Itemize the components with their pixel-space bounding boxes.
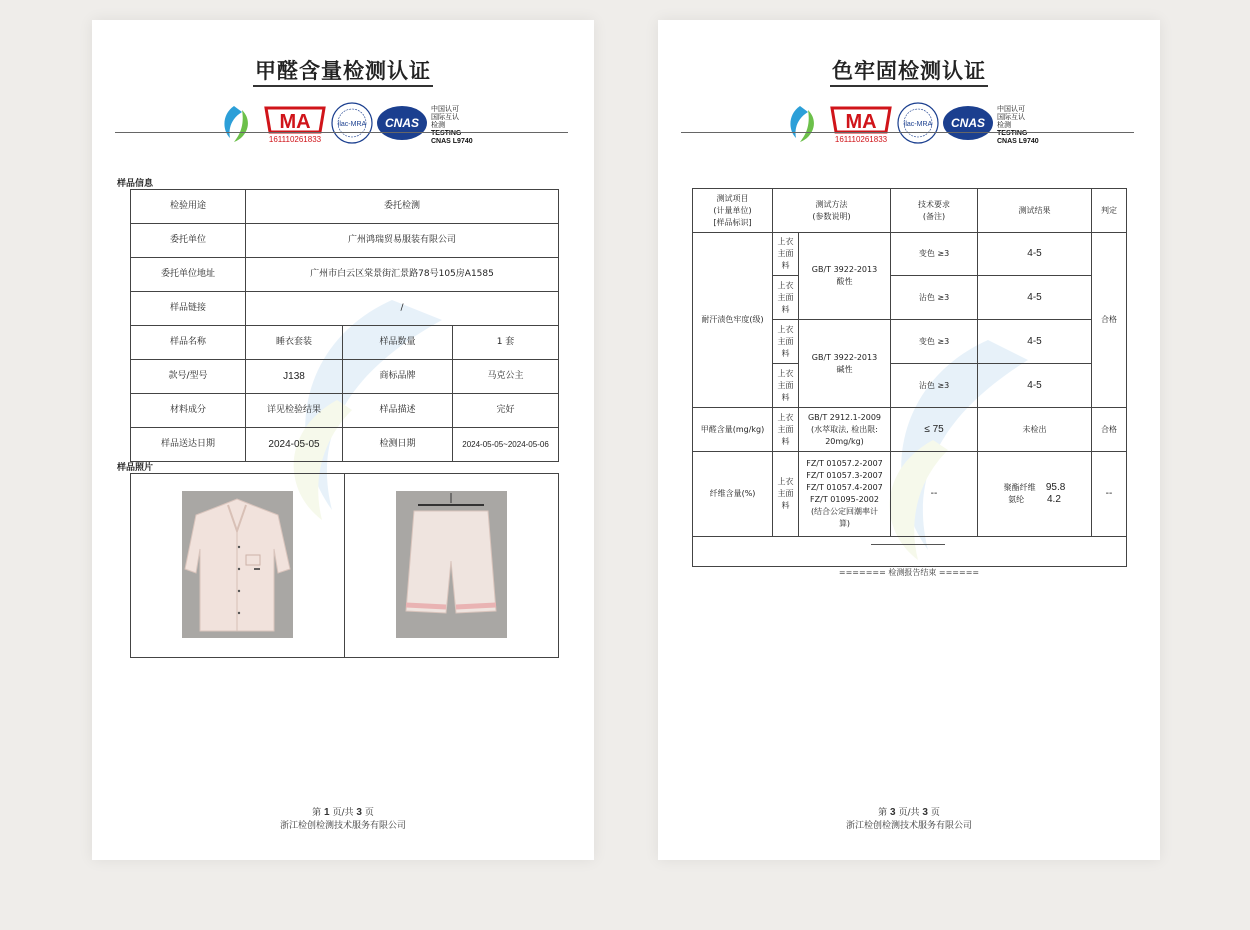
svg-text:检测: 检测 — [997, 121, 1011, 129]
certification-logos — [786, 100, 1046, 146]
cma-logo-icon — [832, 108, 890, 144]
certification-logos — [220, 100, 480, 146]
logo-strip — [220, 100, 480, 146]
section-sample-photos: 样品照片 — [117, 463, 154, 473]
cma-logo-icon — [266, 108, 324, 144]
report-page-1 — [92, 20, 594, 860]
table-row: 上衣 主面 料 GB/T 3922-2013 碱性 变色 ≥3 4-5 — [693, 320, 1127, 364]
sample-info-table — [130, 189, 559, 462]
section-sample-info: 样品信息 — [117, 179, 154, 189]
table-row: 样品送达日期 2024-05-05 检测日期 2024-05-05~2024-05-06 — [131, 428, 559, 462]
svg-text:CNAS L9740: CNAS L9740 — [431, 138, 473, 145]
cnas-caption — [431, 104, 473, 145]
pajama-shirt-photo — [182, 491, 293, 638]
ilac-mra-logo-icon — [898, 103, 938, 143]
page-footer: 第 1 页/共 3 页 浙江检创检测技术服务有限公司 — [279, 807, 406, 831]
page-title: 甲醛含量检测认证 — [92, 58, 594, 87]
report-page-3 — [658, 20, 1160, 860]
table-row: 甲醛含量(mg/kg) 上衣 主面 料 GB/T 2912.1-2009 (水萃取法, 检出限: 20mg/kg) ≤ 75 未检出 合格 — [693, 408, 1127, 452]
table-row: 耐汗渍色牢度(级) 上衣 主面 料 GB/T 3922-2013 酸性 变色 ≥3 4-5 合格 — [693, 233, 1127, 276]
row-value: 委托检测 — [246, 190, 559, 224]
svg-text:国际互认: 国际互认 — [997, 113, 1025, 121]
leaf-logo-icon — [224, 106, 248, 142]
svg-text:MA: MA — [845, 111, 877, 133]
svg-text:中国认可: 中国认可 — [431, 105, 459, 113]
row-label: 委托单位地址 — [131, 258, 246, 292]
report-end-line: ======= 检测报告结束 ====== — [838, 568, 980, 577]
svg-text:161110261833: 161110261833 — [268, 135, 322, 144]
table-row — [131, 292, 559, 326]
short-rule — [871, 544, 945, 545]
test-results-table — [692, 188, 1127, 567]
table-row — [693, 537, 1127, 567]
table-row: 款号/型号 J138 商标品牌 马克公主 — [131, 360, 559, 394]
table-row: 样品名称 睡衣套装 样品数量 1 套 — [131, 326, 559, 360]
row-label: 检验用途 — [131, 190, 246, 224]
cnas-logo-icon — [943, 106, 993, 140]
svg-text:CNAS: CNAS — [384, 116, 420, 130]
page-title: 色牢固检测认证 — [658, 58, 1160, 87]
header-divider — [115, 132, 568, 133]
svg-text:CNAS: CNAS — [950, 116, 986, 130]
row-value: 广州市白云区棠景街汇景路78号105房A1585 — [246, 258, 559, 292]
leaf-logo-icon — [790, 106, 814, 142]
row-label: 样品链接 — [131, 292, 246, 326]
svg-text:国际互认: 国际互认 — [431, 113, 459, 121]
table-row: 上衣 主面 料 沾色 ≥3 4-5 — [693, 364, 1127, 408]
table-row: 材料成分 详见检验结果 样品描述 完好 — [131, 394, 559, 428]
table-row — [131, 258, 559, 292]
pajama-shorts-photo — [396, 491, 507, 638]
fiber-results: 聚酯纤维 95.8 氨纶 4.2 — [978, 452, 1092, 537]
table-row: 上衣 主面 料 沾色 ≥3 4-5 — [693, 276, 1127, 320]
svg-text:CNAS L9740: CNAS L9740 — [997, 138, 1039, 145]
table-row — [131, 190, 559, 224]
svg-text:ilac-MRA: ilac-MRA — [337, 121, 367, 128]
cnas-logo-icon — [377, 106, 427, 140]
table-row: 纤维含量(%) 上衣 主面 料 FZ/T 01057.2-2007 FZ/T 01057.3-2007 FZ/T 01057.4-2007 FZ/T 01095-2002 (结合公定回潮率计 算) -- 聚酯纤维 95.8 氨纶 4.2 -- — [693, 452, 1127, 537]
svg-text:MA: MA — [279, 111, 311, 133]
cnas-caption — [997, 104, 1039, 145]
svg-text:TESTING: TESTING — [997, 130, 1028, 137]
sample-photos-box — [130, 473, 559, 658]
table-header-row: 测试项目 (计量单位) [样品标识] 测试方法 (参数说明) 技术要求 (备注) 测试结果 判定 — [693, 189, 1127, 233]
svg-text:中国认可: 中国认可 — [997, 105, 1025, 113]
svg-text:检测: 检测 — [431, 121, 445, 129]
row-label: 委托单位 — [131, 224, 246, 258]
svg-text:161110261833: 161110261833 — [834, 135, 888, 144]
logo-strip — [786, 100, 1046, 146]
header-divider — [681, 132, 1134, 133]
table-row — [131, 224, 559, 258]
svg-text:ilac-MRA: ilac-MRA — [903, 121, 933, 128]
svg-text:TESTING: TESTING — [431, 130, 462, 137]
row-value: / — [246, 292, 559, 326]
row-value: 广州鸿瑞贸易服装有限公司 — [246, 224, 559, 258]
page-footer: 第 3 页/共 3 页 浙江检创检测技术服务有限公司 — [845, 807, 972, 831]
ilac-mra-logo-icon — [332, 103, 372, 143]
